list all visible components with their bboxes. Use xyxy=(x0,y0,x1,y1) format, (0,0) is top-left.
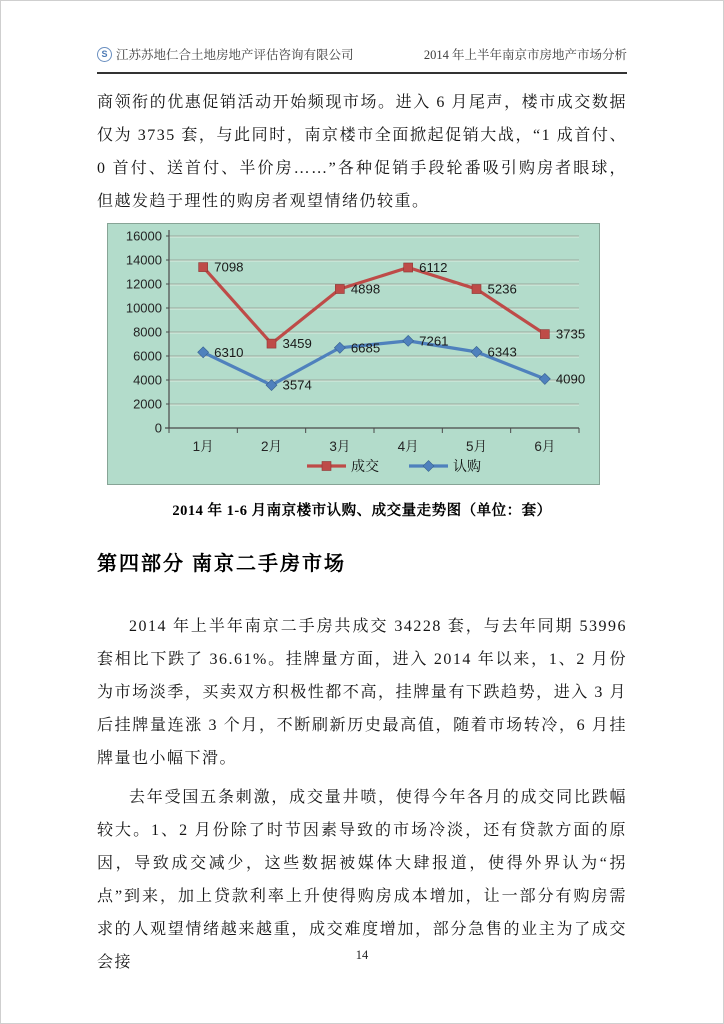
data-label: 5236 xyxy=(487,281,517,297)
y-tick-label: 10000 xyxy=(125,300,162,316)
paragraph-2: 2014 年上半年南京二手房共成交 34228 套，与去年同期 53996 套相比下跌了 36.61%。挂牌量方面，进入 2014 年以来，1、2 月份为市场淡季，买卖双方积极性都不高，挂牌量有下跌趋势，进入 3 月后挂牌量连涨 3 个月，不断刷新历史最高值，随着市场转冷，6 月挂牌量也小幅下滑。 xyxy=(97,618,627,767)
y-tick-label: 12000 xyxy=(125,276,162,292)
x-tick-label: 4月 xyxy=(397,439,419,454)
data-label: 4090 xyxy=(555,371,586,387)
header-left xyxy=(97,45,354,63)
data-label: 3574 xyxy=(282,377,312,393)
data-label: 7098 xyxy=(214,259,244,275)
data-label: 6112 xyxy=(419,260,448,276)
section-heading: 第四部分 南京二手房市场 xyxy=(97,553,346,575)
y-tick-label: 8000 xyxy=(133,324,162,340)
legend-label: 认购 xyxy=(453,460,481,475)
square-marker xyxy=(335,285,344,294)
y-tick-label: 6000 xyxy=(133,348,162,364)
paragraph-1: 商领衔的优惠促销活动开始频现市场。进入 6 月尾声，楼市成交数据仅为 3735 套，与此同时，南京楼市全面掀起促销大战，“1 成首付、0 首付、送首付、半价房……”各种促销手段轮番吸引购房者眼球，但越发趋于理性的购房者观望情绪仍较重。 xyxy=(97,94,627,210)
chart-caption: 2014 年 1-6 月南京楼市认购、成交量走势图（单位：套） xyxy=(172,503,552,519)
square-marker xyxy=(540,330,549,339)
data-label: 4898 xyxy=(350,281,381,297)
x-tick-label: 1月 xyxy=(192,439,214,454)
legend-label: 成交 xyxy=(351,460,379,475)
square-marker xyxy=(404,263,413,272)
y-tick-label: 16000 xyxy=(125,228,162,244)
paragraph-3: 去年受国五条刺激，成交量井喷，使得今年各月的成交同比跌幅较大。1、2 月份除了时节因素导致的市场冷淡，还有贷款方面的原因，导致成交减少，这些数据被媒体大肆报道，使得外界认为“拐点”到来，加上贷款利率上升使得购房成本增加，让一部分有购房需求的人观望情绪越来越重，成交难度增加，部分急售的业主为了成交会接 xyxy=(97,789,627,971)
square-marker xyxy=(472,285,481,294)
diamond-marker xyxy=(423,461,434,472)
y-tick-label: 4000 xyxy=(133,372,162,388)
y-tick-label: 0 xyxy=(154,420,162,436)
x-tick-label: 6月 xyxy=(534,439,556,454)
company-logo-icon: S xyxy=(97,47,112,62)
square-marker xyxy=(322,462,331,471)
x-tick-label: 5月 xyxy=(465,439,488,454)
data-label: 3735 xyxy=(555,326,586,342)
data-label: 6685 xyxy=(350,340,381,356)
y-tick-label: 2000 xyxy=(133,396,162,412)
page-header xyxy=(97,45,627,74)
data-label: 3459 xyxy=(282,336,312,352)
x-tick-label: 2月 xyxy=(260,439,283,454)
line-chart-svg xyxy=(108,224,599,484)
data-label: 7261 xyxy=(419,333,449,349)
square-marker xyxy=(267,339,276,348)
y-tick-label: 14000 xyxy=(125,252,162,268)
data-label: 6343 xyxy=(487,344,517,360)
company-name: 江苏苏地仁合土地房地产评估咨询有限公司 xyxy=(116,48,354,62)
x-tick-label: 3月 xyxy=(329,439,351,454)
diamond-marker xyxy=(403,335,414,346)
page-number: 14 xyxy=(355,948,369,962)
line-chart xyxy=(107,223,600,485)
data-label: 6310 xyxy=(214,344,244,360)
diamond-marker xyxy=(539,373,550,384)
doc-title: 2014 年上半年南京市房地产市场分析 xyxy=(423,48,627,62)
square-marker xyxy=(199,263,208,272)
